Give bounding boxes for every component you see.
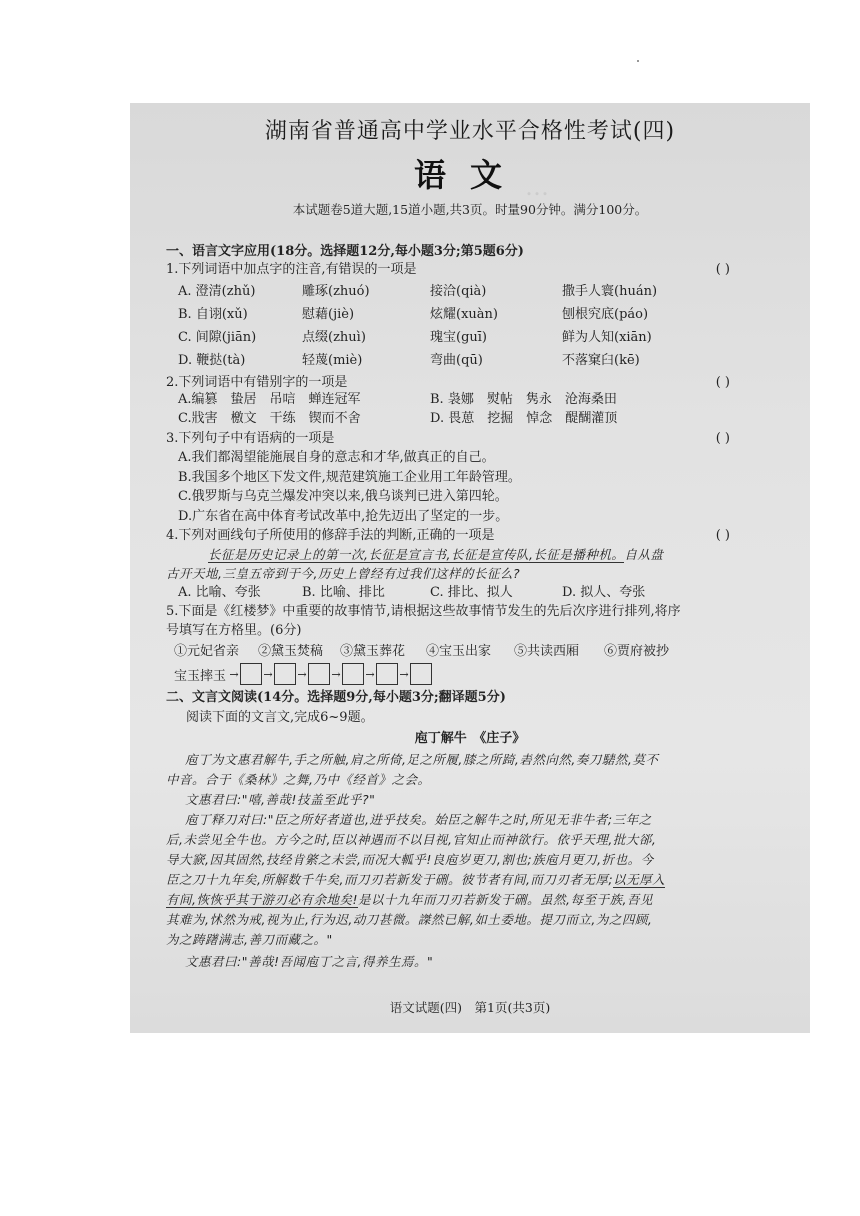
passage-line-8: [166, 891, 653, 909]
q5-item-2: ②黛玉焚稿: [258, 644, 324, 659]
q4-option-d: D. 拟人、夸张: [562, 585, 646, 600]
q5-item-6: ⑥贾府被抄: [604, 644, 670, 659]
q5-stem-line2: 号填写在方格里。(6分): [166, 623, 302, 638]
q1-option-c-2: 点缀(zhuì): [302, 330, 366, 345]
passage-underlined-2: 有间,恢恢乎其于游刃必有余地矣!: [166, 892, 358, 907]
q2-option-b: B. 袅娜 熨帖 隽永 沧海桑田: [430, 392, 617, 407]
q2-option-d: D. 畏葸 挖掘 悼念 醍醐灌顶: [430, 411, 618, 426]
exam-paper: [130, 103, 810, 1033]
q1-option-c-1: C. 间隙(jiān): [178, 330, 257, 345]
passage-line-7-text: 臣之刀十九年矣,所解数千牛矣,而刀刃若新发于硎。彼节者有间,而刀刃者无厚;: [166, 872, 614, 887]
q1-option-d-2: 轻蔑(miè): [302, 353, 363, 368]
q5-item-1: ①元妃省亲: [174, 644, 240, 659]
subject-title: 语文: [413, 156, 526, 194]
arrow-icon: →: [297, 667, 307, 681]
arrow-icon: →: [365, 667, 375, 681]
arrow-icon: →: [399, 667, 409, 681]
passage-line-3: 文惠君曰:"嘻,善哉!技盖至此乎?": [185, 792, 376, 807]
q3-option-c: C.俄罗斯与乌克兰爆发冲突以来,俄乌谈判已进入第四轮。: [178, 489, 508, 504]
bleed-through-mark: …: [525, 173, 549, 201]
q4-underlined-sentence: 长征是历史记录上的第一次,长征是宣言书,长征是宣传队,长征是播种机。: [208, 547, 625, 562]
q1-option-d-3: 弯曲(qū): [430, 353, 483, 368]
passage-underlined-1: 以无厚入: [613, 872, 666, 887]
q5-answer-box-1[interactable]: [240, 663, 262, 685]
passage-line-6: 导大窾,因其固然,技经肯綮之未尝,而况大軱乎!良庖岁更刀,割也;族庖月更刀,折也。今: [166, 852, 654, 867]
q5-stem-line1: 5.下面是《红楼梦》中重要的故事情节,请根据这些故事情节发生的先后次序进行排列,将序: [166, 604, 681, 619]
q1-option-d-4: 不落窠臼(kē): [562, 353, 640, 368]
q1-answer-paren: ( ): [715, 262, 730, 277]
q1-option-a-4: 撒手人寰(huán): [562, 284, 658, 299]
exam-title: 湖南省普通高中学业水平合格性考试(四): [264, 119, 676, 144]
q5-order-chain: [174, 663, 432, 685]
page-footer: 语文试题(四) 第1页(共3页): [389, 1000, 551, 1015]
exam-note: 本试题卷5道大题,15道小题,共3页。时量90分钟。满分100分。: [292, 202, 648, 217]
q5-chain-start: 宝玉摔玉: [174, 668, 227, 684]
q2-option-a: A.编篡 蛰居 吊唁 蝉连冠军: [178, 392, 361, 407]
q3-stem: 3.下列句子中有语病的一项是: [166, 431, 335, 446]
arrow-icon: →: [229, 667, 239, 681]
section2-heading: 二、文言文阅读(14分。选择题9分,每小题3分;翻译题5分): [166, 690, 506, 705]
passage-line-7: [166, 871, 665, 889]
section2-instruction: 阅读下面的文言文,完成6~9题。: [186, 710, 374, 725]
passage-line-5: 后,未尝见全牛也。方今之时,臣以神遇而不以目视,官知止而神欲行。依乎天理,批大郤,: [166, 832, 657, 847]
passage-line-8-text: 是以十九年而刀刃若新发于硎。虽然,每至于族,吾见: [358, 892, 653, 907]
q1-option-a-1: A. 澄清(zhǔ): [178, 284, 256, 299]
q5-item-5: ⑤共读西厢: [514, 644, 580, 659]
passage-line-2: 中音。合于《桑林》之舞,乃中《经首》之会。: [166, 772, 431, 787]
q5-item-3: ③黛玉葬花: [340, 644, 406, 659]
passage-line-10: 为之踌躇满志,善刀而藏之。": [166, 932, 333, 947]
q1-option-c-3: 瑰宝(guī): [430, 330, 487, 345]
q5-answer-box-4[interactable]: [342, 663, 364, 685]
q3-option-b: B.我国多个地区下发文件,规范建筑施工企业用工年龄管理。: [178, 470, 521, 485]
q1-stem: 1.下列词语中加点字的注音,有错误的一项是: [166, 262, 417, 277]
arrow-icon: →: [263, 667, 273, 681]
q2-option-c: C.戕害 檄文 干练 锲而不舍: [178, 411, 361, 426]
q1-option-a-2: 雕琢(zhuó): [302, 284, 370, 299]
q4-passage-line1: [208, 546, 663, 564]
q1-option-d-1: D. 鞭挞(tà): [178, 353, 246, 368]
q4-answer-paren: ( ): [715, 528, 730, 543]
q2-stem: 2.下列词语中有错别字的一项是: [166, 375, 348, 390]
q3-answer-paren: ( ): [715, 431, 730, 446]
passage-title: 庖丁解牛 《庄子》: [414, 731, 526, 746]
q1-option-b-1: B. 自诩(xǔ): [178, 307, 248, 322]
q3-option-d: D.广东省在高中体育考试改革中,抢先迈出了坚定的一步。: [178, 509, 509, 524]
q5-answer-box-3[interactable]: [308, 663, 330, 685]
scan-speck: [637, 60, 639, 62]
q5-answer-box-2[interactable]: [274, 663, 296, 685]
q4-option-b: B. 比喻、排比: [302, 585, 385, 600]
q4-option-c: C. 排比、拟人: [430, 585, 513, 600]
q5-answer-box-6[interactable]: [410, 663, 432, 685]
q5-answer-box-5[interactable]: [376, 663, 398, 685]
q3-option-a: A.我们都渴望能施展自身的意志和才华,做真正的自己。: [178, 450, 495, 465]
q5-item-4: ④宝玉出家: [426, 644, 492, 659]
q2-answer-paren: ( ): [715, 375, 730, 390]
q1-option-b-3: 炫耀(xuàn): [430, 307, 498, 322]
q1-option-c-4: 鲜为人知(xiān): [562, 330, 652, 345]
passage-line-1: 庖丁为文惠君解牛,手之所触,肩之所倚,足之所履,膝之所踦,砉然向然,奏刀騞然,莫不: [185, 752, 659, 767]
q4-stem: 4.下列对画线句子所使用的修辞手法的判断,正确的一项是: [166, 528, 495, 543]
passage-line-4: 庖丁释刀对曰:"臣之所好者道也,进乎技矣。始臣之解牛之时,所见无非牛者;三年之: [185, 812, 652, 827]
q1-option-b-4: 刨根究底(páo): [562, 307, 649, 322]
q4-passage-line2: 古开天地,三皇五帝到于今,历史上曾经有过我们这样的长征么?: [166, 566, 521, 581]
q4-option-a: A. 比喻、夸张: [178, 585, 261, 600]
q1-option-a-3: 接洽(qià): [430, 284, 487, 299]
section1-heading: 一、语言文字应用(18分。选择题12分,每小题3分;第5题6分): [166, 244, 524, 259]
passage-line-9: 其难为,怵然为戒,视为止,行为迟,动刀甚微。謋然已解,如土委地。提刀而立,为之四顾,: [166, 912, 653, 927]
arrow-icon: →: [331, 667, 341, 681]
q4-passage-tail: 自从盘: [624, 547, 664, 562]
q1-option-b-2: 慰藉(jiè): [302, 307, 355, 322]
passage-line-11: 文惠君曰:"善哉!吾闻庖丁之言,得养生焉。": [185, 954, 434, 969]
